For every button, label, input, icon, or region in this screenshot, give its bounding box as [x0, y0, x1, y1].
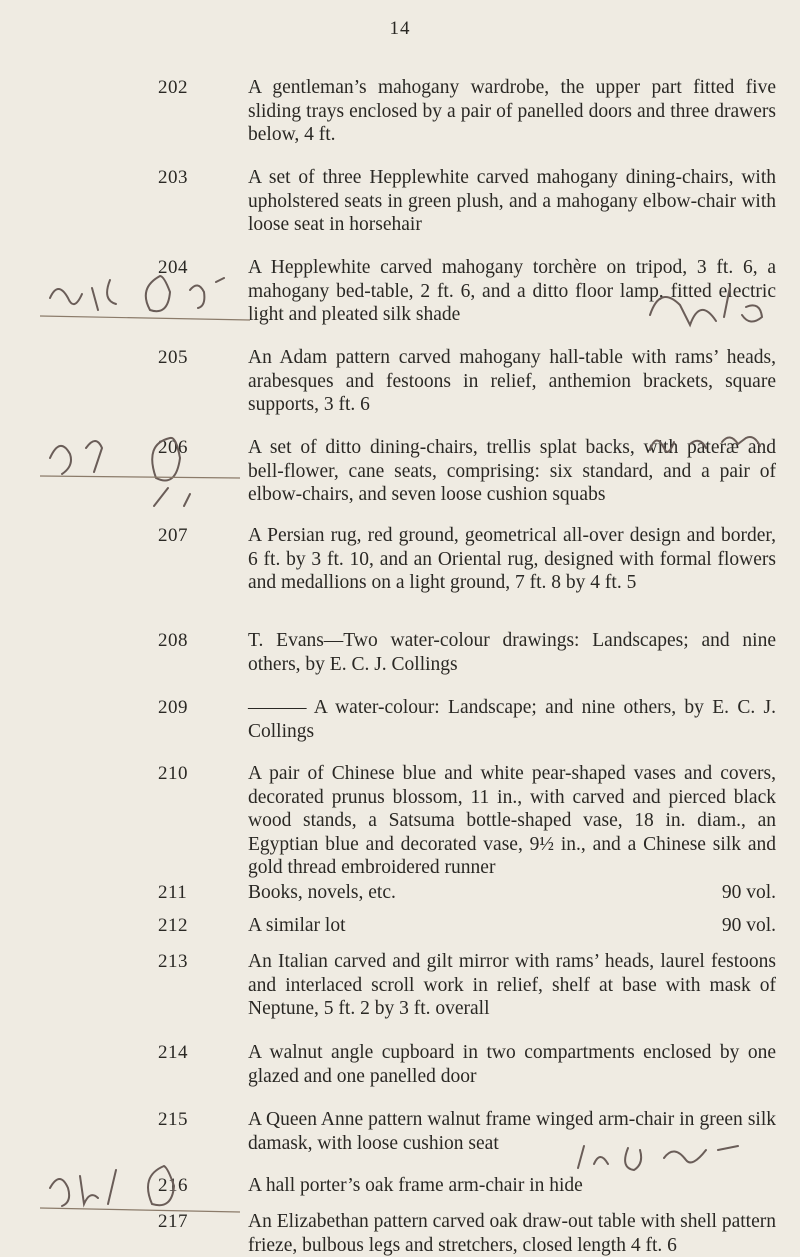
lot-number: 202 [158, 77, 188, 98]
lot-number: 206 [158, 437, 188, 458]
lot-description: A Queen Anne pattern walnut frame winged arm-chair in green silk damask, with loose cushion seat [248, 1109, 776, 1154]
lot-number: 217 [158, 1211, 188, 1232]
lot-quantity: 90 vol. [721, 915, 776, 936]
lot-number: 216 [158, 1175, 188, 1196]
lot-number: 211 [158, 882, 188, 903]
lot-number: 210 [158, 763, 188, 784]
lot-number: 214 [158, 1042, 188, 1063]
lot-number: 213 [158, 951, 188, 972]
lot-description [248, 914, 776, 938]
lot-description-text: A similar lot [248, 915, 346, 936]
lot-number: 207 [158, 525, 188, 546]
lot-description: A hall porter’s oak frame arm-chair in hide [248, 1175, 583, 1196]
lot-number: 204 [158, 257, 188, 278]
lot-description: An Italian carved and gilt mirror with rams’ heads, laurel festoons and interlaced scroll work in relief, shelf at base with mask of Neptune, 5 ft. 2 by 3 ft. overall [248, 951, 776, 1019]
lot-number: 209 [158, 697, 188, 718]
lot-description: A set of three Hepplewhite carved mahogany dining-chairs, with upholstered seats in green plush, and a mahogany elbow-chair with loose seat in horsehair [248, 167, 776, 235]
lot-number: 208 [158, 630, 188, 651]
lot-description: An Elizabethan pattern carved oak draw-out table with shell pattern frieze, bulbous legs and stretchers, closed length 4 ft. 6 [248, 1211, 776, 1256]
lot-description: A Hepplewhite carved mahogany torchère on tripod, 3 ft. 6, a mahogany bed-table, 2 ft. 6, and a ditto floor lamp, fitted electric light and pleated silk shade [248, 257, 776, 325]
lot-description: An Adam pattern carved mahogany hall-table with rams’ heads, arabesques and festoons in relief, anthemion brackets, square supports, 3 ft. 6 [248, 347, 776, 415]
lot-number: 205 [158, 347, 188, 368]
lot-description: A gentleman’s mahogany wardrobe, the upper part fitted five sliding trays enclosed by a pair of panelled doors and three drawers below, 4 ft. [248, 77, 776, 145]
lot-description: ——— A water-colour: Landscape; and nine others, by E. C. J. Collings [248, 697, 776, 742]
page-number: 14 [389, 18, 411, 39]
lot-description: T. Evans—Two water-colour drawings: Landscapes; and nine others, by E. C. J. Collings [248, 630, 776, 675]
lot-number: 215 [158, 1109, 188, 1130]
lot-quantity: 90 vol. [721, 882, 776, 903]
lot-description: A set of ditto dining-chairs, trellis splat backs, with pateræ and bell-flower, cane seats, comprising: six standard, and a pair of elbow-chairs, and seven loose cushion squabs [248, 437, 776, 505]
lot-description: A Persian rug, red ground, geometrical all-over design and border, 6 ft. by 3 ft. 10, and an Oriental rug, designed with formal flowers and medallions on a light ground, 7 ft. 8 by 4 ft. 5 [248, 525, 776, 593]
lot-description-text: Books, novels, etc. [248, 882, 396, 903]
lot-description: A walnut angle cupboard in two compartments enclosed by one glazed and one panelled door [248, 1042, 776, 1087]
lot-number: 203 [158, 167, 188, 188]
lot-description [248, 881, 776, 905]
margin-scribble-206 [40, 418, 250, 508]
lot-description: A pair of Chinese blue and white pear-shaped vases and covers, decorated prunus blossom, 11 in., with carved and pierced black wood stands, a Satsuma bottle-shaped vase, 18 in. diam., an Egyptian blue and decorated vase, 9½ in., and a Chinese silk and gold thread embroidered runner [248, 763, 776, 878]
lot-number: 212 [158, 915, 188, 936]
